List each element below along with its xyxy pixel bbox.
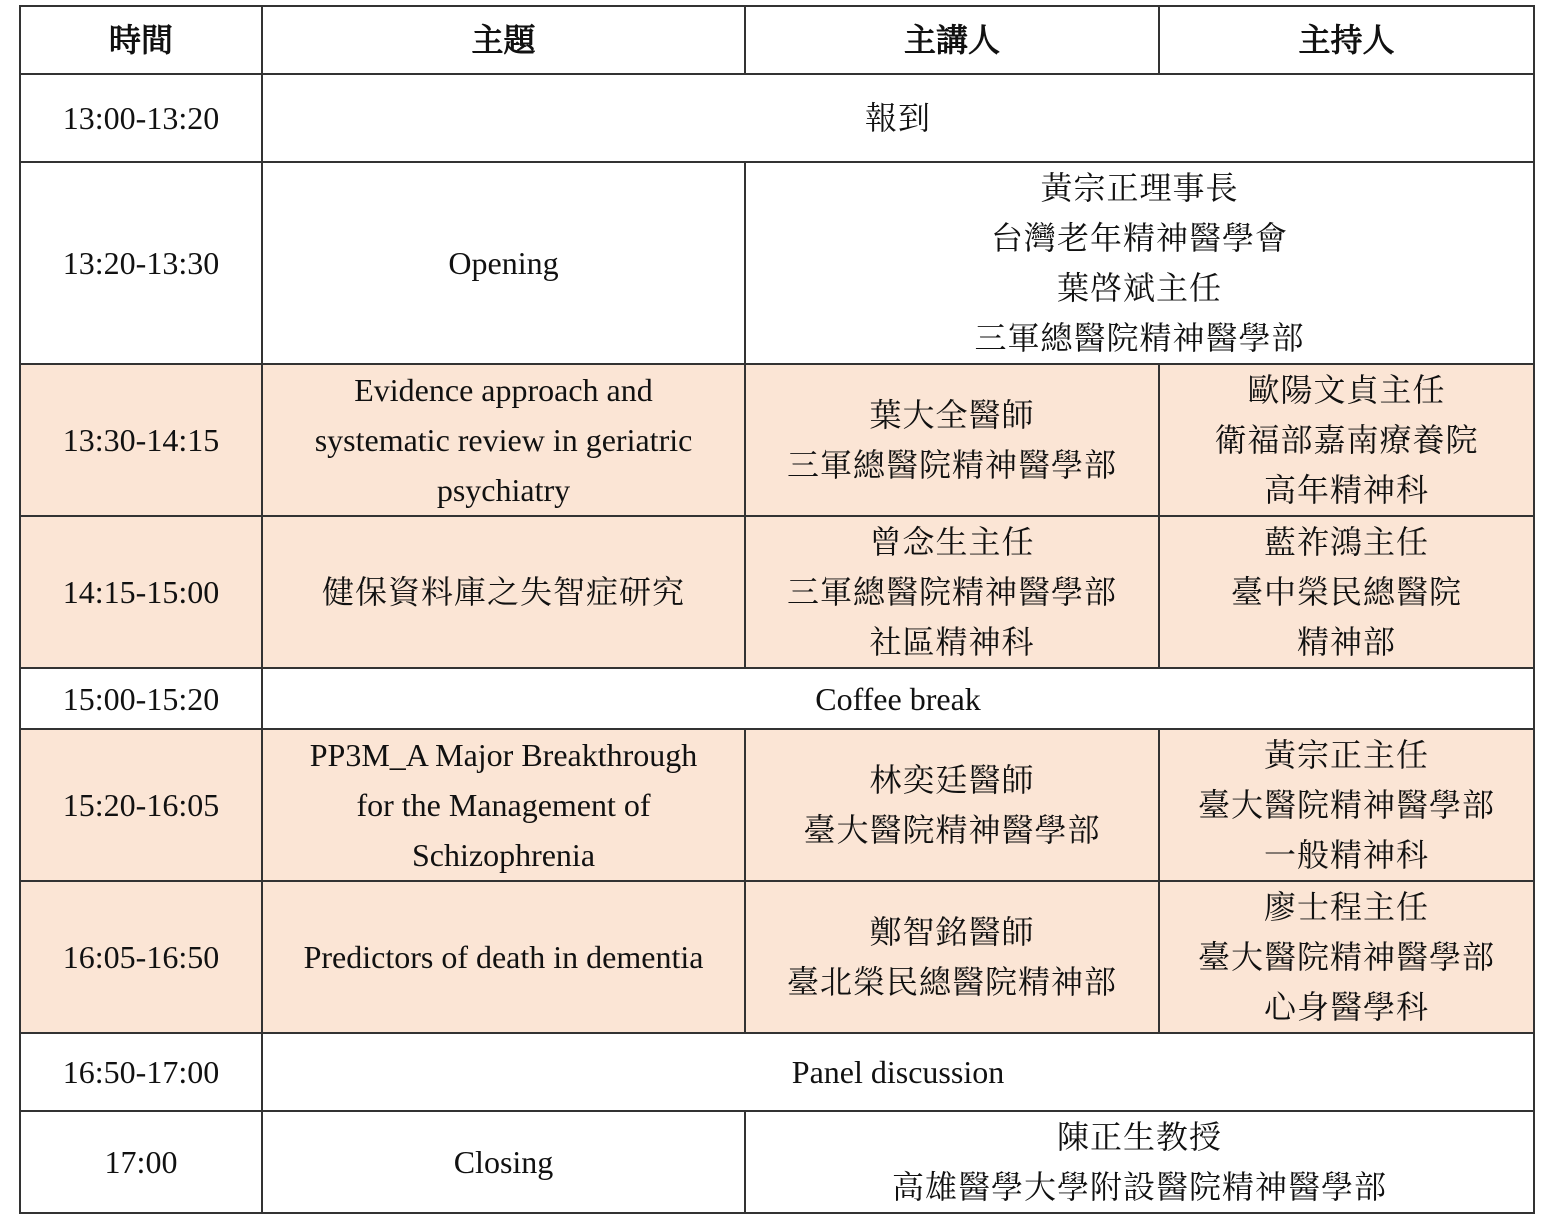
header-speaker: 主講人 [745, 6, 1159, 74]
speaker-line: 社區精神科 [869, 623, 1035, 661]
speaker-line: 臺大醫院精神醫學部 [803, 811, 1101, 849]
topic-cell: Closing [262, 1111, 745, 1213]
topic-cell [262, 364, 745, 516]
moderator-line: 高年精神科 [1263, 471, 1429, 509]
moderator-line: 衛福部嘉南療養院 [1214, 421, 1479, 459]
speaker-line: 三軍總醫院精神醫學部 [974, 319, 1305, 357]
table-row [20, 729, 1534, 881]
time-cell: 13:00-13:20 [20, 74, 262, 162]
table-row [20, 881, 1534, 1033]
time-cell: 13:20-13:30 [20, 162, 262, 364]
table-row [20, 74, 1534, 162]
header-topic: 主題 [262, 6, 745, 74]
speaker-line: 高雄醫學大學附設醫院精神醫學部 [891, 1168, 1387, 1206]
speaker-line: 台灣老年精神醫學會 [990, 219, 1288, 257]
moderator-line: 臺大醫院精神醫學部 [1197, 786, 1495, 824]
moderator-line: 心身醫學科 [1263, 988, 1429, 1026]
topic-cell: Coffee break [262, 668, 1534, 729]
table-row [20, 668, 1534, 729]
speaker-line: 三軍總醫院精神醫學部 [786, 573, 1117, 611]
table-row [20, 162, 1534, 364]
table-row [20, 1033, 1534, 1111]
time-cell: 16:50-17:00 [20, 1033, 262, 1111]
moderator-cell [1159, 516, 1534, 668]
time-cell: 15:20-16:05 [20, 729, 262, 881]
table-row [20, 516, 1534, 668]
moderator-line: 精神部 [1296, 623, 1396, 661]
topic-cell: 報到 [262, 74, 1534, 162]
topic-line: for the Management of [356, 787, 651, 823]
moderator-line: 黃宗正主任 [1263, 736, 1429, 774]
schedule-table [19, 5, 1535, 1214]
moderator-line: 臺大醫院精神醫學部 [1197, 938, 1495, 976]
table-row [20, 1111, 1534, 1213]
header-moderator: 主持人 [1159, 6, 1534, 74]
moderator-line: 臺中榮民總醫院 [1230, 573, 1462, 611]
topic-cell: Panel discussion [262, 1033, 1534, 1111]
time-cell: 15:00-15:20 [20, 668, 262, 729]
topic-line: psychiatry [436, 472, 571, 508]
topic-line: PP3M_A Major Breakthrough [309, 737, 698, 773]
time-cell: 17:00 [20, 1111, 262, 1213]
moderator-line: 藍祚鴻主任 [1263, 523, 1429, 561]
time-cell: 13:30-14:15 [20, 364, 262, 516]
speaker-cell [745, 881, 1159, 1033]
speaker-line: 陳正生教授 [1056, 1118, 1222, 1156]
speaker-line: 曾念生主任 [869, 523, 1035, 561]
moderator-line: 歐陽文貞主任 [1247, 371, 1446, 409]
time-cell: 14:15-15:00 [20, 516, 262, 668]
header-time: 時間 [20, 6, 262, 74]
moderator-cell [1159, 364, 1534, 516]
topic-line: Evidence approach and [354, 372, 653, 408]
speaker-line: 三軍總醫院精神醫學部 [786, 446, 1117, 484]
moderator-line: 廖士程主任 [1263, 888, 1429, 926]
speaker-line: 葉啓斌主任 [1056, 269, 1222, 307]
speaker-cell [745, 729, 1159, 881]
speaker-line: 葉大全醫師 [869, 396, 1035, 434]
table-row [20, 364, 1534, 516]
moderator-cell [1159, 729, 1534, 881]
moderator-line: 一般精神科 [1263, 836, 1429, 874]
speaker-cell [745, 162, 1534, 364]
moderator-cell [1159, 881, 1534, 1033]
topic-line: systematic review in geriatric [314, 422, 693, 458]
speaker-line: 林奕廷醫師 [869, 761, 1035, 799]
topic-cell: Opening [262, 162, 745, 364]
topic-cell: Predictors of death in dementia [262, 881, 745, 1033]
speaker-line: 臺北榮民總醫院精神部 [786, 963, 1117, 1001]
speaker-cell [745, 364, 1159, 516]
topic-cell: 健保資料庫之失智症研究 [262, 516, 745, 668]
speaker-cell [745, 516, 1159, 668]
speaker-line: 鄭智銘醫師 [869, 913, 1035, 951]
time-cell: 16:05-16:50 [20, 881, 262, 1033]
speaker-line: 黃宗正理事長 [1040, 169, 1239, 207]
header-row [20, 6, 1534, 74]
topic-cell [262, 729, 745, 881]
topic-line: Schizophrenia [411, 837, 596, 873]
speaker-cell [745, 1111, 1534, 1213]
